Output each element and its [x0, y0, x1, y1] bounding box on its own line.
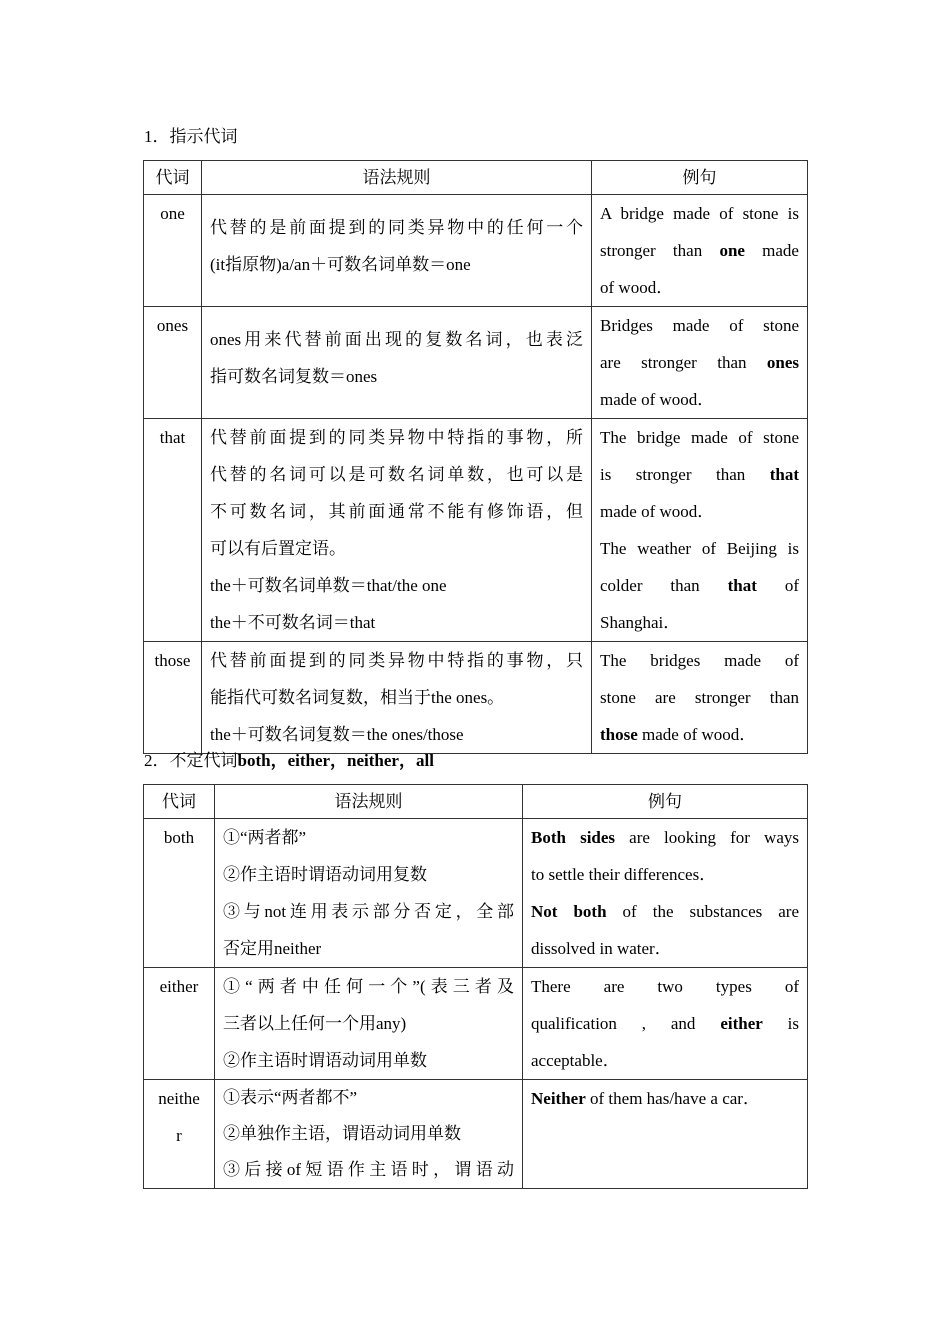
- table-row: [144, 642, 808, 754]
- example-cell: Bridges made of stone are stronger than ones made of wood．: [592, 307, 808, 419]
- table-row: [144, 1080, 808, 1189]
- pronoun-cell: ones: [144, 307, 202, 419]
- pronoun-cell: either: [144, 968, 215, 1080]
- example-cell: Both sides are looking for ways to settle their differences． Not both of the substances are dissolved in water．: [523, 819, 808, 968]
- table-header-row: [144, 785, 808, 819]
- header-pronoun: 代词: [144, 785, 215, 819]
- example-cell: Neither of them has/have a car．: [523, 1080, 808, 1189]
- table-row: [144, 195, 808, 307]
- header-rules: 语法规则: [215, 785, 523, 819]
- section-1-title: 1．指示代词: [144, 127, 238, 146]
- table-row: [144, 819, 808, 968]
- indefinite-pronoun-table: [143, 784, 808, 1189]
- rules-cell: ones用来代替前面出现的复数名词，也表泛 指可数名词复数＝ones: [202, 307, 592, 419]
- section-2-title: 2．不定代词both，either，neither，all: [144, 751, 434, 770]
- table-row: [144, 968, 808, 1080]
- rules-cell: 代替的是前面提到的同类异物中的任何一个 (it指原物)a/an＋可数名词单数＝one: [202, 195, 592, 307]
- pronoun-cell: both: [144, 819, 215, 968]
- header-rules: 语法规则: [202, 161, 592, 195]
- pronoun-cell: neithe r: [144, 1080, 215, 1189]
- table-header-row: [144, 161, 808, 195]
- rules-cell: 代替前面提到的同类异物中特指的事物，所 代替的名词可以是可数名词单数，也可以是 不可数名词，其前面通常不能有修饰语，但 可以有后置定语。 the＋可数名词单数＝that/the one the＋不可数名词＝that: [202, 419, 592, 642]
- header-example: 例句: [592, 161, 808, 195]
- example-cell: The bridges made of stone are stronger than those made of wood．: [592, 642, 808, 754]
- example-cell: The bridge made of stone is stronger than that made of wood． The weather of Beijing is colder than that of Shanghai．: [592, 419, 808, 642]
- table-row: [144, 307, 808, 419]
- table-row: [144, 419, 808, 642]
- demonstrative-pronoun-table: [143, 160, 808, 754]
- rules-cell: ①“两者都” ②作主语时谓语动词用复数 ③与not连用表示部分否定，全部 否定用neither: [215, 819, 523, 968]
- rules-cell: ①表示“两者都不” ②单独作主语，谓语动词用单数 ③后接of短语作主语时，谓语动: [215, 1080, 523, 1189]
- rules-cell: ①“两者中任何一个”(表三者及 三者以上任何一个用any) ②作主语时谓语动词用单数: [215, 968, 523, 1080]
- pronoun-cell: that: [144, 419, 202, 642]
- header-example: 例句: [523, 785, 808, 819]
- example-cell: There are two types of qualification , and either is acceptable．: [523, 968, 808, 1080]
- rules-cell: 代替前面提到的同类异物中特指的事物，只 能指代可数名词复数，相当于the ones。 the＋可数名词复数＝the ones/those: [202, 642, 592, 754]
- pronoun-cell: one: [144, 195, 202, 307]
- header-pronoun: 代词: [144, 161, 202, 195]
- pronoun-cell: those: [144, 642, 202, 754]
- example-cell: A bridge made of stone is stronger than one made of wood．: [592, 195, 808, 307]
